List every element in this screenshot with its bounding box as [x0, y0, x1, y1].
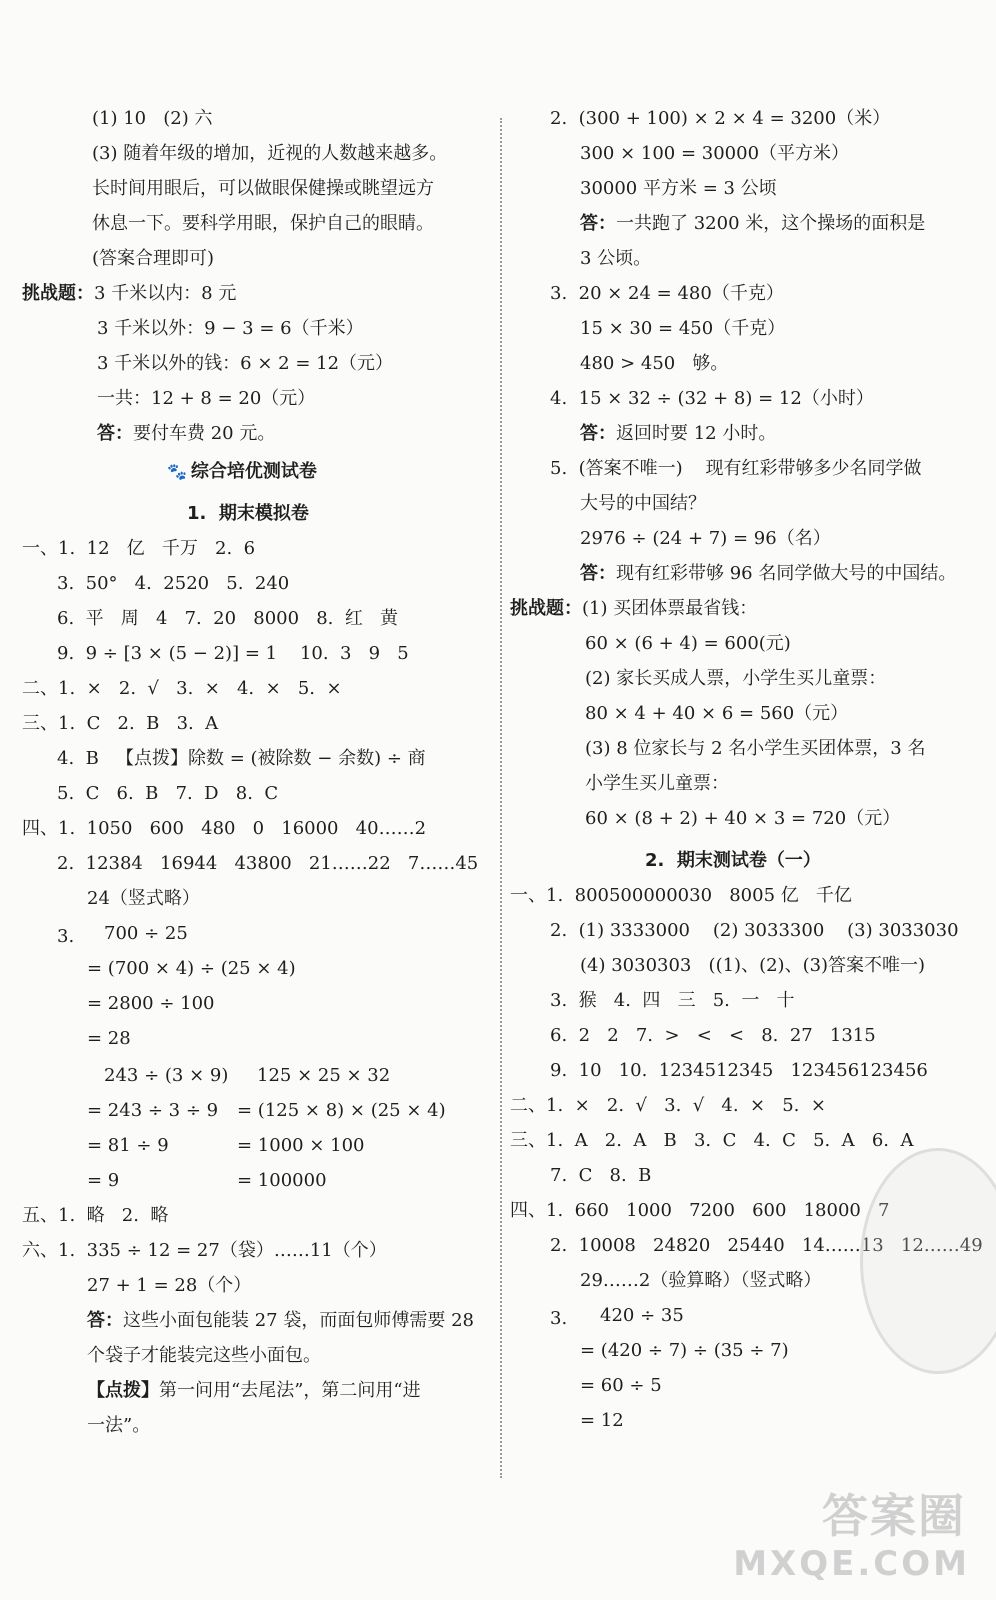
- answer-line: [22, 1205, 168, 1227]
- line-text: 243 ÷ (3 × 9): [104, 1065, 229, 1086]
- answer-line: [57, 608, 398, 630]
- line-text: = 12: [580, 1410, 624, 1431]
- line-text: = (700 × 4) ÷ (25 × 4): [87, 958, 296, 979]
- line-text: 3.: [57, 926, 75, 947]
- answer-line: [104, 1065, 228, 1087]
- answer-line: [87, 958, 296, 980]
- line-text: = 2800 ÷ 100: [87, 993, 215, 1014]
- answer-line: [22, 818, 426, 840]
- answer-line: [87, 1100, 218, 1122]
- line-text: = 100000: [237, 1170, 327, 1191]
- answer-line: [57, 783, 278, 805]
- answer-line: [550, 1060, 928, 1082]
- answer-line: [550, 1308, 567, 1330]
- line-text: 3.: [550, 1308, 568, 1329]
- line-text: 80 × 4 + 40 × 6 = 560（元）: [585, 703, 849, 724]
- answer-line: [57, 643, 409, 665]
- line-text: 大号的中国结？: [580, 493, 706, 514]
- answer-line: [87, 1135, 169, 1157]
- paw-icon: 🐾: [167, 462, 187, 481]
- line-text: 长时间用眼后，可以做眼保健操或眺望远方: [92, 178, 434, 199]
- answer-line: [97, 388, 315, 410]
- column-divider: [500, 118, 502, 1478]
- line-text: 3 千米以外：9 − 3 = 6（千米）: [97, 318, 364, 339]
- answer-line: [585, 773, 729, 795]
- answer-label: 答：: [580, 423, 616, 444]
- answer-line: [580, 318, 785, 340]
- line-text: 60 × (8 + 2) + 40 × 3 = 720（元）: [585, 808, 901, 829]
- section-heading: [167, 461, 317, 483]
- answer-line: [585, 703, 848, 725]
- answer-line: [87, 888, 200, 910]
- answer-line: [87, 1170, 119, 1192]
- line-text: 700 ÷ 25: [104, 923, 188, 944]
- answer-line: [97, 353, 393, 375]
- answer-line: [580, 1375, 662, 1397]
- answer-line: [510, 1130, 913, 1152]
- line-text: 1. 期末模拟卷: [187, 503, 309, 524]
- line-text: 6. 2 2 7. > < < 8. 27 1315: [550, 1025, 876, 1046]
- line-text: = (125 × 8) × (25 × 4): [237, 1100, 446, 1121]
- line-text: 一、1. 800500000030 8005 亿 千亿: [510, 885, 852, 906]
- line-text: 3. 猴 4. 四 三 5. 一 十: [550, 990, 795, 1011]
- line-text: 9. 10 10. 1234512345 123456123456: [550, 1060, 928, 1081]
- line-text: 420 ÷ 35: [600, 1305, 684, 1326]
- line-text: = 60 ÷ 5: [580, 1375, 662, 1396]
- line-text: 返回时要 12 小时。: [616, 423, 777, 444]
- line-text: 小学生买儿童票：: [585, 773, 729, 794]
- line-text: 30000 平方米 = 3 公顷: [580, 178, 777, 199]
- answer-line: [92, 178, 434, 200]
- answer-line: [580, 178, 777, 200]
- line-text: 125 × 25 × 32: [257, 1065, 391, 1086]
- line-text: 3. 20 × 24 = 480（千克）: [550, 283, 784, 304]
- answer-line: [585, 668, 886, 690]
- answer-line: [550, 920, 959, 942]
- line-text: 休息一下。要科学用眼，保护自己的眼睛。: [92, 213, 434, 234]
- line-text: 15 × 30 = 450（千克）: [580, 318, 786, 339]
- answer-line: [550, 1165, 651, 1187]
- answer-line: [22, 283, 236, 305]
- line-text: 3 千米以外的钱：6 × 2 = 12（元）: [97, 353, 394, 374]
- answer-line: [550, 1025, 876, 1047]
- line-text: 2. 10008 24820 25440 14……13 12……49: [550, 1235, 983, 1256]
- line-text: = (420 ÷ 7) ÷ (35 ÷ 7): [580, 1340, 789, 1361]
- stamp-seal-icon: [860, 1148, 996, 1374]
- answer-line: [510, 1200, 890, 1222]
- answer-line: [580, 528, 831, 550]
- answer-line: [92, 108, 213, 130]
- line-text: 27 + 1 = 28（个）: [87, 1275, 252, 1296]
- line-text: = 243 ÷ 3 ÷ 9: [87, 1100, 219, 1121]
- line-text: = 28: [87, 1028, 131, 1049]
- answer-label: 挑战题：: [510, 598, 582, 619]
- answer-line: [257, 1065, 390, 1087]
- line-text: (答案合理即可): [92, 248, 215, 269]
- answer-line: [57, 926, 74, 948]
- line-text: 三、1. A 2. A B 3. C 4. C 5. A 6. A: [510, 1130, 914, 1151]
- answer-line: [104, 923, 188, 945]
- answer-line: [97, 318, 364, 340]
- answer-line: [87, 1275, 251, 1297]
- answer-line: [22, 1240, 387, 1262]
- answer-line: [580, 1410, 624, 1432]
- line-text: 9. 9 ÷ [3 × (5 − 2)] = 1 10. 3 9 5: [57, 643, 409, 664]
- answer-line: [510, 1095, 826, 1117]
- answer-line: [580, 248, 651, 270]
- section-heading: [187, 503, 309, 525]
- line-text: (3) 8 位家长与 2 名小学生买团体票，3 名: [585, 738, 926, 759]
- answer-line: [92, 213, 434, 235]
- line-text: (1) 10 (2) 六: [92, 108, 213, 129]
- line-text: 这些小面包能装 27 袋，而面包师傅需要 28: [123, 1310, 474, 1331]
- line-text: 3. 50° 4. 2520 5. 240: [57, 573, 290, 594]
- watermark-logo: 答案圈: [822, 1489, 966, 1543]
- answer-line: [22, 678, 342, 700]
- line-text: 2. 12384 16944 43800 21……22 7……45: [57, 853, 479, 874]
- line-text: (3) 随着年级的增加，近视的人数越来越多。: [92, 143, 448, 164]
- answer-line: [580, 353, 728, 375]
- answer-line: [57, 748, 426, 770]
- answer-line: [237, 1135, 365, 1157]
- answer-line: [585, 633, 791, 655]
- answer-label: 【点拨】: [87, 1380, 159, 1401]
- line-text: 3 公顷。: [580, 248, 652, 269]
- answer-line: [510, 885, 852, 907]
- answer-line: [92, 143, 447, 165]
- answer-line: [87, 993, 215, 1015]
- answer-line: [57, 573, 289, 595]
- line-text: = 9: [87, 1170, 120, 1191]
- line-text: = 1000 × 100: [237, 1135, 365, 1156]
- answer-line: [580, 213, 925, 235]
- answer-label: 答：: [580, 213, 616, 234]
- line-text: 一、1. 12 亿 千万 2. 6: [22, 538, 256, 559]
- line-text: 一共跑了 3200 米，这个操场的面积是: [616, 213, 926, 234]
- answer-line: [87, 1310, 474, 1332]
- line-text: 一法”。: [87, 1415, 151, 1436]
- answer-label: 答：: [97, 423, 133, 444]
- answer-line: [87, 1380, 421, 1402]
- line-text: (2) 家长买成人票，小学生买儿童票：: [585, 668, 887, 689]
- line-text: 个袋子才能装完这些小面包。: [87, 1345, 321, 1366]
- answer-line: [22, 538, 255, 560]
- answer-line: [87, 1345, 321, 1367]
- line-text: 现有红彩带够 96 名同学做大号的中国结。: [616, 563, 957, 584]
- line-text: 7. C 8. B: [550, 1165, 652, 1186]
- answer-line: [585, 738, 925, 760]
- watermark-url: MXQE.COM: [733, 1544, 970, 1584]
- answer-line: [550, 108, 890, 130]
- line-text: 300 × 100 = 30000（平方米）: [580, 143, 850, 164]
- line-text: 4. 15 × 32 ÷ (32 + 8) = 12（小时）: [550, 388, 874, 409]
- line-text: 一共：12 + 8 = 20（元）: [97, 388, 316, 409]
- line-text: 二、1. × 2. √ 3. √ 4. × 5. ×: [510, 1095, 826, 1116]
- line-text: 2. (300 + 100) × 2 × 4 = 3200（米）: [550, 108, 891, 129]
- line-text: 4. B 【点拨】除数 = (被除数 − 余数) ÷ 商: [57, 748, 426, 769]
- line-text: 要付车费 20 元。: [133, 423, 276, 444]
- line-text: 四、1. 1050 600 480 0 16000 40……2: [22, 818, 427, 839]
- section-heading: [645, 850, 821, 872]
- answer-line: [237, 1170, 327, 1192]
- line-text: 60 × (6 + 4) = 600(元): [585, 633, 791, 654]
- line-text: 综合培优测试卷: [190, 461, 317, 482]
- line-text: 二、1. × 2. √ 3. × 4. × 5. ×: [22, 678, 342, 699]
- answer-line: [580, 1270, 821, 1292]
- line-text: 5. (答案不唯一) 现有红彩带够多少名同学做: [550, 458, 922, 479]
- answer-line: [550, 990, 795, 1012]
- answer-line: [22, 713, 218, 735]
- answer-label: 答：: [580, 563, 616, 584]
- line-text: 5. C 6. B 7. D 8. C: [57, 783, 279, 804]
- answer-line: [585, 808, 900, 830]
- line-text: 三、1. C 2. B 3. A: [22, 713, 219, 734]
- answer-label: 挑战题：: [22, 283, 94, 304]
- answer-line: [580, 143, 849, 165]
- answer-line: [600, 1305, 684, 1327]
- line-text: 480 > 450 够。: [580, 353, 729, 374]
- line-text: 29……2（验算略）（竖式略）: [580, 1270, 822, 1291]
- answer-line: [510, 598, 757, 620]
- line-text: 第一问用“去尾法”，第二问用“进: [159, 1380, 421, 1401]
- line-text: 3 千米以内：8 元: [94, 283, 237, 304]
- line-text: = 81 ÷ 9: [87, 1135, 169, 1156]
- line-text: (4) 3030303 ((1)、(2)、(3)答案不唯一): [580, 955, 926, 976]
- answer-line: [87, 1028, 131, 1050]
- answer-line: [237, 1100, 446, 1122]
- answer-line: [92, 248, 214, 270]
- line-text: 六、1. 335 ÷ 12 = 27（袋）……11（个）: [22, 1240, 387, 1261]
- answer-line: [580, 1340, 789, 1362]
- answer-line: [97, 423, 275, 445]
- answer-line: [580, 563, 956, 585]
- answer-line: [550, 458, 922, 480]
- line-text: 6. 平 周 4 7. 20 8000 8. 红 黄: [57, 608, 399, 629]
- answer-line: [580, 955, 925, 977]
- answer-line: [580, 493, 706, 515]
- line-text: 2. (1) 3333000 (2) 3033300 (3) 3033030: [550, 920, 959, 941]
- line-text: 2976 ÷ (24 + 7) = 96（名）: [580, 528, 831, 549]
- answer-line: [550, 283, 784, 305]
- line-text: 四、1. 660 1000 7200 600 18000 7: [510, 1200, 890, 1221]
- answer-line: [57, 853, 478, 875]
- line-text: 五、1. 略 2. 略: [22, 1205, 169, 1226]
- answer-line: [580, 423, 776, 445]
- answer-label: 答：: [87, 1310, 123, 1331]
- line-text: 2. 期末测试卷（一）: [645, 850, 821, 871]
- line-text: (1) 买团体票最省钱：: [582, 598, 758, 619]
- answer-line: [550, 388, 874, 410]
- answer-line: [87, 1415, 150, 1437]
- line-text: 24（竖式略）: [87, 888, 200, 909]
